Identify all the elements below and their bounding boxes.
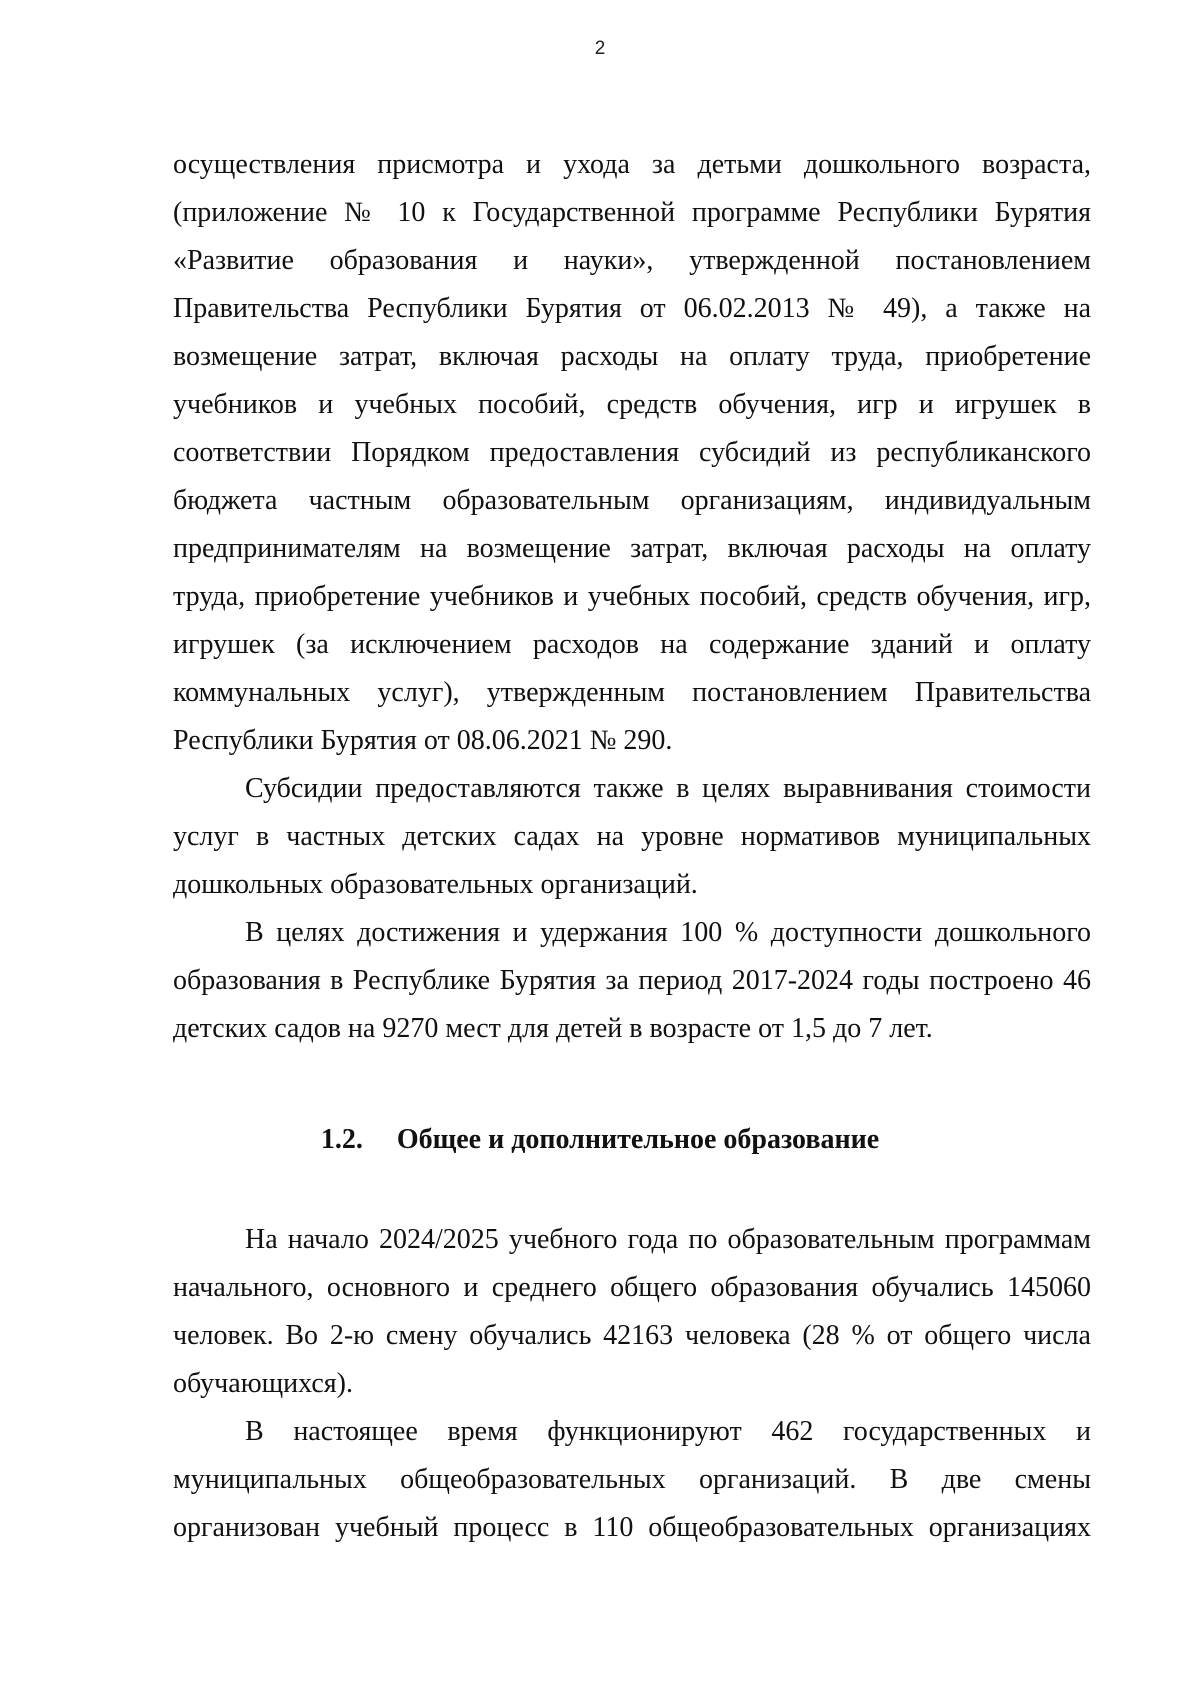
paragraph-1-line-3: «Развитие образования и науки», утвержденной постановлением bbox=[173, 245, 1091, 276]
paragraph-3-line-1: В целях достижения и удержания 100 % доступности дошкольного bbox=[245, 917, 1091, 948]
section-title: Общее и дополнительное образование bbox=[396, 1124, 880, 1155]
paragraph-4-line-1: На начало 2024/2025 учебного года по образовательным программам bbox=[245, 1224, 1091, 1255]
paragraph-1-line-12: коммунальных услуг), утвержденным постановлением Правительства bbox=[173, 677, 1091, 708]
paragraph-2-line-2: услуг в частных детских садах на уровне нормативов муниципальных bbox=[173, 821, 1091, 852]
paragraph-1-line-1: осуществления присмотра и ухода за детьми дошкольного возраста, bbox=[173, 149, 1091, 180]
section-number: 1.2. bbox=[320, 1124, 363, 1155]
paragraph-1-line-2: (приложение № 10 к Государственной программе Республики Бурятия bbox=[173, 197, 1091, 228]
paragraph-5-line-1: В настоящее время функционируют 462 государственных и bbox=[245, 1416, 1091, 1447]
paragraph-5-line-2: муниципальных общеобразовательных организаций. В две смены bbox=[173, 1464, 1091, 1495]
page-number: 2 bbox=[594, 38, 606, 59]
paragraph-4-line-4: обучающихся). bbox=[173, 1368, 353, 1399]
paragraph-2-line-1: Субсидии предоставляются также в целях выравнивания стоимости bbox=[245, 773, 1091, 804]
paragraph-1-line-6: учебников и учебных пособий, средств обучения, игр и игрушек в bbox=[173, 389, 1091, 420]
paragraph-2-line-3: дошкольных образовательных организаций. bbox=[173, 869, 698, 900]
paragraph-1-line-4: Правительства Республики Бурятия от 06.02.2013 № 49), а также на bbox=[173, 293, 1091, 324]
paragraph-4-line-2: начального, основного и среднего общего образования обучались 145060 bbox=[173, 1272, 1091, 1303]
paragraph-1-line-8: бюджета частным образовательным организациям, индивидуальным bbox=[173, 485, 1091, 516]
paragraph-1-line-11: игрушек (за исключением расходов на содержание зданий и оплату bbox=[173, 629, 1091, 660]
paragraph-1-line-9: предпринимателям на возмещение затрат, включая расходы на оплату bbox=[173, 533, 1091, 564]
paragraph-4-line-3: человек. Во 2-ю смену обучались 42163 человека (28 % от общего числа bbox=[173, 1320, 1091, 1351]
paragraph-1-line-5: возмещение затрат, включая расходы на оплату труда, приобретение bbox=[173, 341, 1091, 372]
paragraph-1-line-13: Республики Бурятия от 08.06.2021 № 290. bbox=[173, 725, 673, 756]
paragraph-5-line-3: организован учебный процесс в 110 общеобразовательных организациях bbox=[173, 1512, 1091, 1543]
paragraph-3-line-3: детских садов на 9270 мест для детей в возрасте от 1,5 до 7 лет. bbox=[173, 1013, 933, 1044]
paragraph-1-line-7: соответствии Порядком предоставления субсидий из республиканского bbox=[173, 437, 1091, 468]
paragraph-3-line-2: образования в Республике Бурятия за период 2017-2024 годы построено 46 bbox=[173, 965, 1091, 996]
paragraph-1-line-10: труда, приобретение учебников и учебных пособий, средств обучения, игр, bbox=[173, 581, 1091, 612]
section-heading bbox=[0, 1120, 1200, 1160]
